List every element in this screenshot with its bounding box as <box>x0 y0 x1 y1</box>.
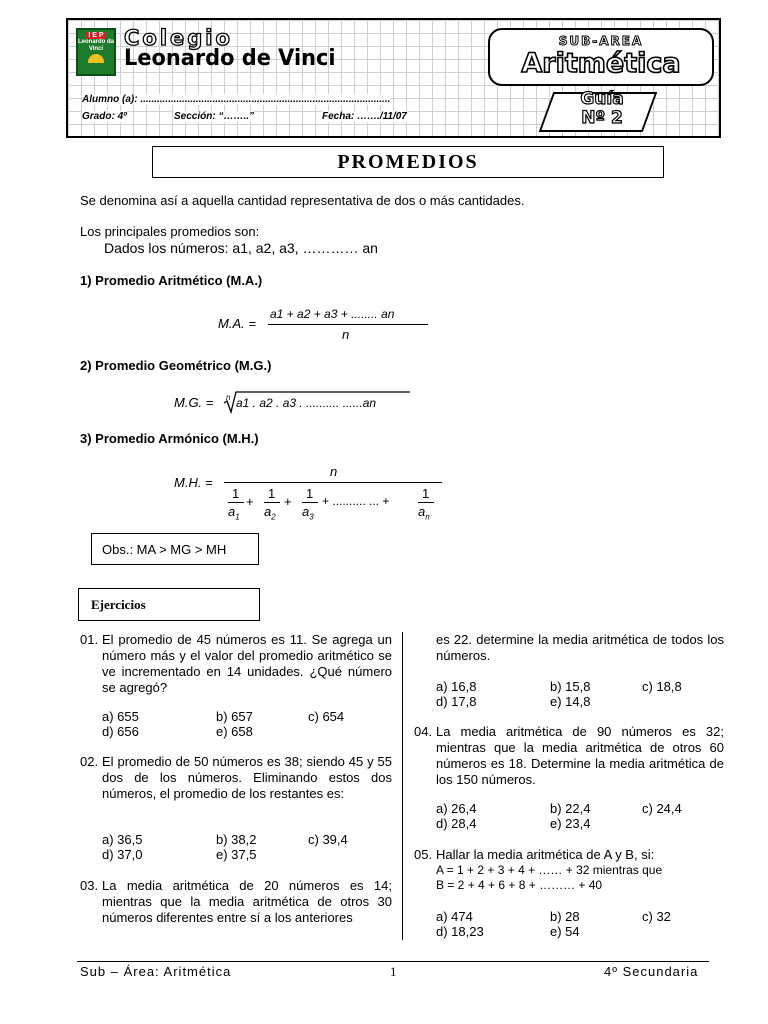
option-e: e) 54 <box>550 924 580 939</box>
set-a-line: A = 1 + 2 + 3 + 4 + …… + 32 mientras que <box>436 863 663 877</box>
grado-value: 4º <box>117 111 127 122</box>
mh-lhs: M.H. = <box>174 475 213 490</box>
option-d: d) 37,0 <box>102 847 143 862</box>
logo-badge: I E P <box>88 32 104 39</box>
exercise-05 <box>414 847 724 893</box>
school-logo <box>76 28 116 76</box>
ejercicios-box <box>78 588 260 621</box>
option-d: d) 656 <box>102 724 139 739</box>
option-c: c) 39,4 <box>308 832 348 847</box>
alumno-field <box>82 94 390 105</box>
ma-numerator: a1 + a2 + a3 + ........ an <box>270 307 395 321</box>
ma-lhs: M.A. = <box>218 316 256 331</box>
exercise-02 <box>80 754 392 802</box>
exercise-text: es 22. determine la media aritmética de todos los números. <box>436 632 724 663</box>
seccion-value: “……..” <box>218 111 255 122</box>
option-a: a) 16,8 <box>436 679 477 694</box>
mh-fraction-bar <box>224 482 442 483</box>
guia-label <box>552 90 652 128</box>
exercise-number: 04. <box>414 724 433 739</box>
exercise-05-options <box>436 909 724 941</box>
mg-heading: 2) Promedio Geométrico (M.G.) <box>80 358 272 373</box>
guia-word: Guía <box>580 89 624 109</box>
option-b: b) 657 <box>216 709 253 724</box>
option-e: e) 14,8 <box>550 694 591 709</box>
ma-heading: 1) Promedio Aritmético (M.A.) <box>80 273 263 288</box>
option-b: b) 22,4 <box>550 801 591 816</box>
title-box <box>152 146 664 178</box>
header-banner <box>66 18 721 138</box>
option-e: e) 37,5 <box>216 847 257 862</box>
dados-line <box>104 240 378 256</box>
exercise-text: Hallar la media aritmética de A y B, si: <box>436 847 655 862</box>
page-title: PROMEDIOS <box>337 150 479 173</box>
area-title: Aritmética <box>521 48 681 79</box>
option-d: d) 28,4 <box>436 816 477 831</box>
option-b: b) 28 <box>550 909 580 924</box>
fecha-value: ……./11/07 <box>357 111 407 122</box>
mg-radicand: a1 . a2 . a3 . .......... ......an <box>236 396 377 410</box>
obs-text: Obs.: MA > MG > MH <box>102 541 227 557</box>
option-a: a) 36,5 <box>102 832 143 847</box>
obs-box <box>91 533 259 565</box>
colegio-label: Colegio <box>124 26 233 50</box>
exercise-text: La media aritmética de 90 números es 32; mientras que la media aritmética de otros 60 números es 18. Determine la media aritmética de los 150 números. <box>436 724 724 787</box>
alumno-value: .......................................................................................... <box>140 94 391 105</box>
alumno-label: Alumno (a): <box>82 94 138 105</box>
dados-label: Dados los números: <box>104 240 229 256</box>
option-e: e) 23,4 <box>550 816 591 831</box>
exercise-03-options <box>436 679 724 711</box>
footer-grade: 4º Secundaria <box>604 964 699 979</box>
exercise-02-options <box>102 832 392 864</box>
exercise-text: La media aritmética de 20 números es 14; mientras que la media aritmética de otros 30 números diferentes entre sí a los anteriores <box>102 878 392 925</box>
exercise-03 <box>80 878 392 926</box>
option-d: d) 18,23 <box>436 924 484 939</box>
exercise-number: 03. <box>80 878 99 893</box>
subarea-label: SUB-AREA <box>558 34 644 48</box>
exercise-03-continuation <box>414 632 724 664</box>
principales-text: Los principales promedios son: <box>80 224 260 239</box>
exercise-number: 05. <box>414 847 433 862</box>
option-a: a) 655 <box>102 709 139 724</box>
ma-fraction-bar <box>268 324 428 325</box>
fecha-label: Fecha: <box>322 111 355 122</box>
dados-sequence: a1, a2, a3, ………… an <box>232 240 378 256</box>
option-b: b) 38,2 <box>216 832 257 847</box>
seccion-label: Sección: <box>174 111 216 122</box>
mg-lhs: M.G. = <box>174 395 214 410</box>
fecha-field <box>322 111 407 122</box>
option-a: a) 26,4 <box>436 801 477 816</box>
subarea-box <box>488 28 714 86</box>
option-a: a) 474 <box>436 909 473 924</box>
exercise-number: 02. <box>80 754 99 769</box>
seccion-field <box>174 111 254 122</box>
mh-heading: 3) Promedio Armónico (M.H.) <box>80 431 259 446</box>
footer-subject: Sub – Área: Aritmética <box>80 964 232 979</box>
page-number: 1 <box>390 964 397 979</box>
ejercicios-label: Ejercicios <box>91 596 146 612</box>
grado-field <box>82 111 127 122</box>
exercise-01-options <box>102 709 392 741</box>
option-d: d) 17,8 <box>436 694 477 709</box>
mg-index: n <box>226 393 231 402</box>
exercise-04 <box>414 724 724 788</box>
guia-number: Nº 2 <box>581 108 623 128</box>
option-c: c) 18,8 <box>642 679 682 694</box>
school-name: Leonardo de Vinci <box>124 46 336 71</box>
set-b-line: B = 2 + 4 + 6 + 8 + ……… + 40 <box>436 878 603 892</box>
option-c: c) 24,4 <box>642 801 682 816</box>
exercise-text: El promedio de 45 números es 11. Se agrega un número más y el valor del promedio aritmético se ve incrementado en 14 unidades. ¿Qué número se agregó? <box>102 632 392 695</box>
option-e: e) 658 <box>216 724 253 739</box>
exercise-01 <box>80 632 392 696</box>
option-c: c) 32 <box>642 909 671 924</box>
grado-label: Grado: <box>82 111 115 122</box>
column-divider <box>402 632 403 940</box>
exercise-text: El promedio de 50 números es 38; siendo 45 y 55 dos de los números. Eliminando estos dos números, el promedio de los restantes es: <box>102 754 392 801</box>
mh-denominator: 1 $a_1$ + 1 $a_2$ + 1 $a_3$ + .......... ... + 1 $a_n$ <box>224 484 442 524</box>
option-b: b) 15,8 <box>550 679 591 694</box>
footer-divider <box>77 961 709 962</box>
ma-denominator: n <box>342 327 350 342</box>
intro-text: Se denomina así a aquella cantidad representativa de dos o más cantidades. <box>80 193 525 208</box>
option-c: c) 654 <box>308 709 345 724</box>
logo-text: Leonardo da Vinci <box>78 39 115 52</box>
exercise-number: 01. <box>80 632 99 647</box>
mh-numerator: n <box>330 464 338 479</box>
exercise-04-options <box>436 801 724 833</box>
sun-icon <box>88 54 104 63</box>
